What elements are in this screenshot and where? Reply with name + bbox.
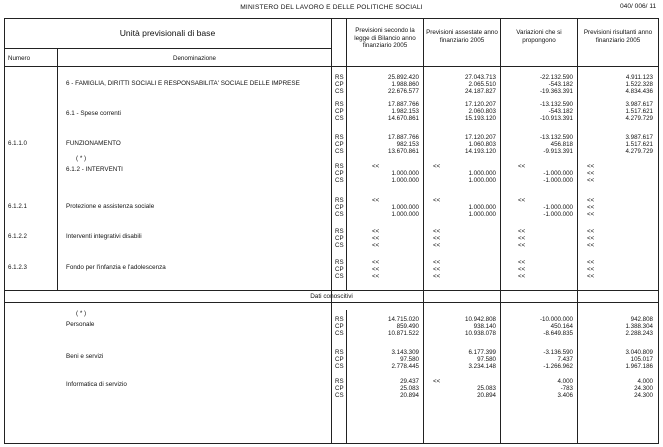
value-cell: << xyxy=(587,259,595,266)
value-cell: << xyxy=(433,259,441,266)
value-cell: 3.406 xyxy=(557,392,573,400)
row-code: RS xyxy=(335,101,344,108)
col-legge-bilancio-heading: Previsioni secondo la legge di Bilancio anno finanziario 2005 xyxy=(354,27,416,50)
value-cell: << xyxy=(518,197,526,204)
value-cell: << xyxy=(518,228,526,235)
divider xyxy=(4,66,659,67)
value-cell: -13.132.590 xyxy=(539,101,573,108)
row-code: CS xyxy=(335,148,344,156)
value-cell: 1.517.621 xyxy=(625,108,653,116)
value-cell: << xyxy=(587,235,595,243)
value-cell: << xyxy=(518,242,526,250)
value-cell: 450.164 xyxy=(550,323,573,331)
value-cell: 1.060.803 xyxy=(468,141,496,149)
row-code: CS xyxy=(335,211,344,219)
row-code: RS xyxy=(335,197,344,204)
value-cell: << xyxy=(587,204,595,212)
row-code: CS xyxy=(335,363,344,371)
value-cell: << xyxy=(518,235,526,243)
value-cell: 456.818 xyxy=(550,141,573,149)
value-cell: -22.132.590 xyxy=(539,74,573,81)
row-code: CS xyxy=(335,242,344,250)
value-cell: -1.000.000 xyxy=(543,170,573,178)
row-description: Personale xyxy=(66,321,95,328)
value-cell: 20.894 xyxy=(400,392,419,400)
page-reference: 040/ 006/ 11 xyxy=(620,3,657,10)
value-cell: 24.300 xyxy=(634,392,653,400)
row-description: ( * ) xyxy=(76,310,87,317)
value-cell: 29.437 xyxy=(400,378,419,385)
value-cell: << xyxy=(518,163,526,170)
row-code: CP xyxy=(335,356,344,364)
value-cell: 4.911.123 xyxy=(625,74,653,81)
divider xyxy=(500,18,501,444)
value-cell: 17.887.766 xyxy=(388,134,419,141)
row-code: CP xyxy=(335,235,344,243)
value-cell: 10.938.078 xyxy=(465,330,496,338)
divider xyxy=(57,48,58,290)
row-code: RS xyxy=(335,134,344,141)
row-description: ( * ) xyxy=(76,155,87,162)
row-description: 6.1 - Spese correnti xyxy=(66,110,121,117)
row-number: 6.1.2.2 xyxy=(8,233,27,240)
row-code: CS xyxy=(335,273,344,281)
value-cell: << xyxy=(372,259,380,266)
value-cell: -13.132.590 xyxy=(539,134,573,141)
divider xyxy=(4,290,659,291)
row-code: RS xyxy=(335,163,344,170)
value-cell: 17.120.207 xyxy=(465,101,496,108)
value-cell: 17.120.207 xyxy=(465,134,496,141)
value-cell: 1.000.000 xyxy=(391,177,419,185)
value-cell: 4.000 xyxy=(557,378,573,385)
row-code: CP xyxy=(335,141,344,149)
value-cell: << xyxy=(587,242,595,250)
value-cell: 1.388.304 xyxy=(625,323,653,331)
value-cell: 1.000.000 xyxy=(468,170,496,178)
row-code: CP xyxy=(335,108,344,116)
row-code: CP xyxy=(335,385,344,393)
value-cell: 1.000.000 xyxy=(391,170,419,178)
dati-conoscitivi-label: Dati conoscitivi xyxy=(310,293,353,300)
divider xyxy=(4,302,659,303)
value-cell: << xyxy=(518,266,526,274)
value-cell: 17.887.766 xyxy=(388,101,419,108)
row-number: 6.1.2.1 xyxy=(8,203,27,210)
value-cell: 1.988.860 xyxy=(391,81,419,89)
value-cell: -1.266.962 xyxy=(543,363,573,371)
value-cell: 25.083 xyxy=(400,385,419,393)
value-cell: 3.987.617 xyxy=(625,134,653,141)
value-cell: 1.982.153 xyxy=(391,108,419,116)
row-description: 6.1.2 - INTERVENTI xyxy=(66,166,123,173)
value-cell: << xyxy=(433,273,441,281)
divider xyxy=(346,18,347,290)
value-cell: 6.177.399 xyxy=(468,349,496,356)
row-code: CS xyxy=(335,115,344,123)
value-cell: << xyxy=(433,242,441,250)
value-cell: 982.153 xyxy=(396,141,419,149)
value-cell: 2.060.803 xyxy=(468,108,496,116)
row-code: RS xyxy=(335,74,344,81)
value-cell: << xyxy=(587,197,595,204)
value-cell: << xyxy=(372,235,380,243)
value-cell: 25.083 xyxy=(477,385,496,393)
divider xyxy=(4,48,331,49)
value-cell: 14.715.020 xyxy=(388,316,419,323)
value-cell: << xyxy=(372,266,380,274)
value-cell: << xyxy=(433,228,441,235)
value-cell: 24.187.827 xyxy=(465,88,496,96)
value-cell: 1.517.621 xyxy=(625,141,653,149)
value-cell: 3.143.309 xyxy=(391,349,419,356)
value-cell: -10.000.000 xyxy=(539,316,573,323)
value-cell: 10.871.522 xyxy=(388,330,419,338)
value-cell: 20.894 xyxy=(477,392,496,400)
ministry-title: MINISTERO DEL LAVORO E DELLE POLITICHE SOCIALI xyxy=(240,4,423,11)
value-cell: -1.000.000 xyxy=(543,177,573,185)
col-assestate-heading: Previsioni assestate anno finanziario 2005 xyxy=(426,29,498,44)
value-cell: 27.043.713 xyxy=(465,74,496,81)
value-cell: 3.040.809 xyxy=(625,349,653,356)
value-cell: 1.000.000 xyxy=(468,211,496,219)
value-cell: << xyxy=(518,273,526,281)
value-cell: 859.490 xyxy=(396,323,419,331)
value-cell: << xyxy=(518,259,526,266)
row-code: CP xyxy=(335,323,344,331)
value-cell: << xyxy=(587,177,595,185)
value-cell: << xyxy=(372,273,380,281)
value-cell: 24.300 xyxy=(634,385,653,393)
denominazione-heading: Denominazione xyxy=(173,55,216,62)
row-code: RS xyxy=(335,259,344,266)
divider xyxy=(331,18,332,444)
value-cell: 1.522.328 xyxy=(625,81,653,89)
value-cell: -19.363.391 xyxy=(539,88,573,96)
value-cell: 97.580 xyxy=(477,356,496,364)
value-cell: << xyxy=(433,378,441,385)
value-cell: 4.279.729 xyxy=(625,115,653,123)
col-risultanti-heading: Previsioni risultanti anno finanziario 2005 xyxy=(583,29,653,44)
value-cell: 4.279.729 xyxy=(625,148,653,156)
value-cell: 4.000 xyxy=(637,378,653,385)
value-cell: 105.017 xyxy=(630,356,653,364)
row-description: Beni e servizi xyxy=(66,353,104,360)
row-code: CP xyxy=(335,204,344,212)
value-cell: 1.967.186 xyxy=(625,363,653,371)
value-cell: 1.000.000 xyxy=(468,204,496,212)
value-cell: << xyxy=(587,228,595,235)
row-description: Protezione e assistenza sociale xyxy=(66,203,155,210)
value-cell: 2.288.243 xyxy=(625,330,653,338)
value-cell: -8.649.835 xyxy=(543,330,573,338)
value-cell: << xyxy=(433,163,441,170)
row-number: 6.1.1.0 xyxy=(8,140,27,147)
value-cell: 14.193.120 xyxy=(465,148,496,156)
value-cell: 15.193.120 xyxy=(465,115,496,123)
value-cell: 14.670.861 xyxy=(388,115,419,123)
value-cell: -783 xyxy=(560,385,573,393)
value-cell: 3.234.148 xyxy=(468,363,496,371)
value-cell: << xyxy=(433,266,441,274)
value-cell: << xyxy=(587,273,595,281)
value-cell: << xyxy=(372,242,380,250)
row-code: CS xyxy=(335,392,344,400)
row-code: CP xyxy=(335,266,344,274)
value-cell: 2.778.445 xyxy=(391,363,419,371)
col-variazioni-heading: Variazioni che si propongono xyxy=(516,29,562,44)
value-cell: << xyxy=(433,197,441,204)
value-cell: -543.182 xyxy=(548,81,573,89)
value-cell: 1.000.000 xyxy=(468,177,496,185)
value-cell: 25.892.420 xyxy=(388,74,419,81)
row-code: CS xyxy=(335,330,344,338)
value-cell: << xyxy=(587,170,595,178)
divider xyxy=(577,18,578,444)
value-cell: -1.000.000 xyxy=(543,211,573,219)
row-description: 6 - FAMIGLIA, DIRITTI SOCIALI E RESPONSABILITA' SOCIALE DELLE IMPRESE xyxy=(66,80,300,87)
value-cell: << xyxy=(433,235,441,243)
divider xyxy=(423,18,424,444)
value-cell: << xyxy=(372,228,380,235)
value-cell: -3.136.590 xyxy=(543,349,573,356)
value-cell: << xyxy=(372,163,380,170)
row-code: RS xyxy=(335,228,344,235)
numero-heading: Numero xyxy=(8,55,31,62)
row-code: CP xyxy=(335,170,344,178)
row-code: CS xyxy=(335,88,344,96)
unita-previsionali-heading: Unità previsionali di base xyxy=(119,28,216,38)
row-description: Interventi integrativi disabili xyxy=(66,233,142,240)
row-number: 6.1.2.3 xyxy=(8,264,27,271)
value-cell: 13.670.861 xyxy=(388,148,419,156)
value-cell: 3.987.617 xyxy=(625,101,653,108)
value-cell: << xyxy=(587,266,595,274)
row-description: Fondo per l'infanzia e l'adolescenza xyxy=(66,264,166,271)
value-cell: 10.942.808 xyxy=(465,316,496,323)
row-code: CS xyxy=(335,177,344,185)
value-cell: 22.676.577 xyxy=(388,88,419,96)
value-cell: -9.913.391 xyxy=(543,148,573,156)
value-cell: 7.437 xyxy=(557,356,573,364)
value-cell: << xyxy=(587,211,595,219)
value-cell: 1.000.000 xyxy=(391,211,419,219)
value-cell: 97.580 xyxy=(400,356,419,364)
row-code: RS xyxy=(335,349,344,356)
row-code: RS xyxy=(335,378,344,385)
value-cell: << xyxy=(587,163,595,170)
row-code: RS xyxy=(335,316,344,323)
row-code: CP xyxy=(335,81,344,89)
row-description: FUNZIONAMENTO xyxy=(66,140,121,147)
row-description: Informatica di servizio xyxy=(66,381,127,388)
value-cell: -1.000.000 xyxy=(543,204,573,212)
value-cell: << xyxy=(372,197,380,204)
value-cell: 4.834.436 xyxy=(625,88,653,96)
value-cell: -10.913.391 xyxy=(539,115,573,123)
value-cell: 2.065.510 xyxy=(468,81,496,89)
value-cell: 1.000.000 xyxy=(391,204,419,212)
value-cell: -543.182 xyxy=(548,108,573,116)
divider xyxy=(346,310,347,444)
value-cell: 938.140 xyxy=(473,323,496,331)
value-cell: 942.808 xyxy=(630,316,653,323)
